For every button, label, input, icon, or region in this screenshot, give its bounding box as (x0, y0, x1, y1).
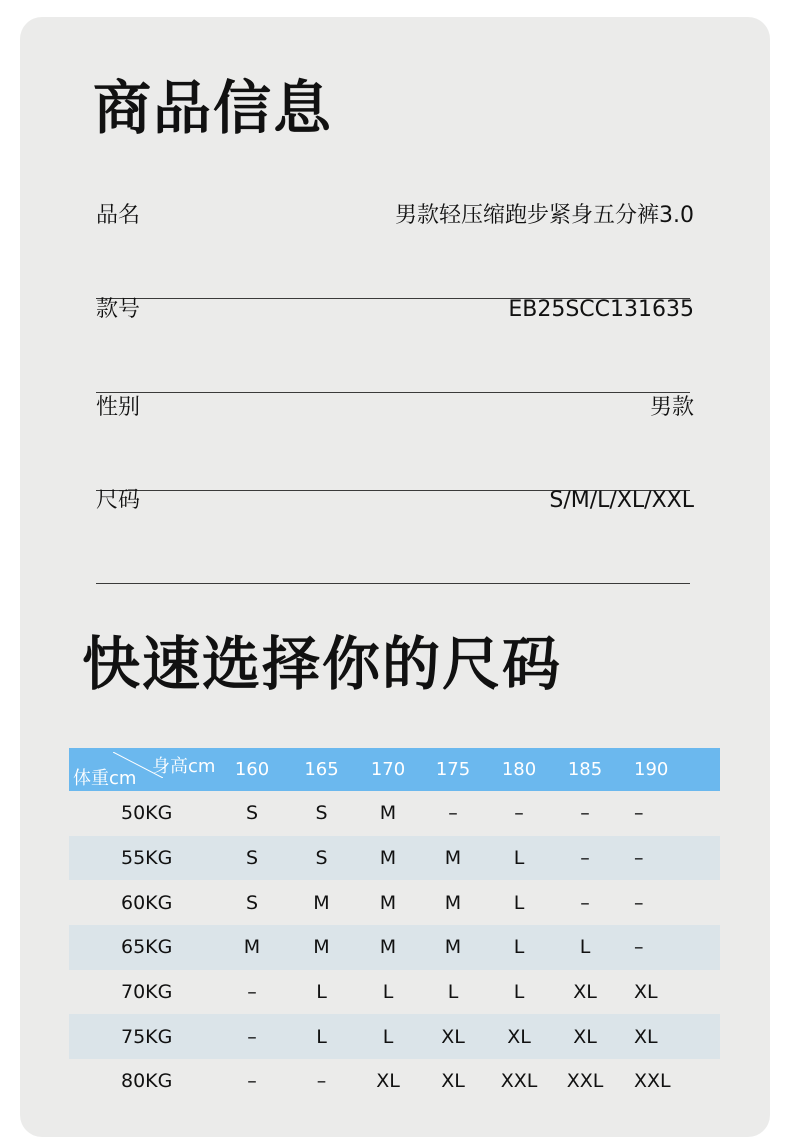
height-axis-label: 身高cm (152, 756, 216, 777)
size-cell: M (444, 891, 462, 914)
size-cell: S (315, 847, 328, 870)
size-chart-header-row (69, 748, 720, 791)
size-cell: L (447, 981, 459, 1004)
table-row (69, 925, 720, 970)
size-cell: M (313, 936, 330, 959)
size-cell: L (579, 936, 591, 959)
size-cell: – (514, 802, 524, 825)
size-cell: – (580, 802, 590, 825)
size-cell: – (448, 802, 458, 825)
size-cell: L (513, 847, 525, 870)
size-cell: XXL (634, 1070, 671, 1093)
product-info-title: 商品信息 (93, 74, 334, 142)
info-label: 性别 (96, 395, 141, 420)
size-cell: S (245, 891, 259, 914)
height-header: 165 (304, 759, 339, 780)
weight-axis-label: 体重cm (73, 768, 137, 789)
size-cell: L (316, 981, 327, 1004)
height-header: 175 (435, 759, 471, 780)
size-cell: S (315, 802, 328, 825)
size-cell: – (580, 891, 590, 914)
info-label: 款号 (96, 297, 141, 322)
table-row (69, 1014, 720, 1059)
size-cell: – (247, 1070, 257, 1093)
info-row-size (96, 488, 694, 584)
size-cell: – (316, 1070, 327, 1093)
size-cell: L (316, 1025, 327, 1048)
height-header: 160 (234, 759, 270, 780)
weight-cell: 55KG (121, 847, 173, 870)
size-cell: M (379, 802, 397, 825)
weight-cell: 50KG (121, 802, 173, 825)
size-chart-body (69, 791, 720, 1104)
size-cell: XL (634, 981, 658, 1004)
size-cell: M (379, 936, 397, 959)
info-value: 男款 (649, 395, 694, 420)
size-cell: L (513, 891, 525, 914)
table-row (69, 970, 720, 1015)
info-label: 尺码 (96, 488, 141, 513)
size-cell: – (247, 981, 257, 1004)
height-header: 180 (501, 759, 537, 780)
info-value: EB25SCC131635 (508, 297, 694, 322)
size-chart-corner-cell (69, 748, 219, 791)
info-row-gender (96, 395, 694, 491)
table-row (69, 791, 720, 836)
size-cell: L (382, 981, 394, 1004)
weight-cell: 60KG (121, 891, 173, 914)
size-cell: M (444, 936, 462, 959)
info-row-style-number (96, 297, 694, 393)
size-cell: L (513, 981, 525, 1004)
size-cell: XL (573, 981, 597, 1004)
table-row (69, 880, 720, 925)
size-cell: – (580, 847, 590, 870)
size-cell: – (634, 891, 644, 914)
size-cell: M (379, 847, 397, 870)
size-cell: XXL (500, 1070, 538, 1093)
weight-cell: 70KG (121, 981, 173, 1004)
size-cell: M (243, 936, 261, 959)
table-row (69, 1059, 720, 1104)
size-cell: – (634, 847, 644, 870)
info-value: 男款轻压缩跑步紧身五分裤3.0 (395, 203, 694, 228)
height-header: 185 (567, 759, 603, 780)
size-cell: – (247, 1025, 257, 1048)
size-cell: M (313, 891, 330, 914)
weight-cell: 65KG (121, 936, 173, 959)
size-cell: XXL (566, 1070, 604, 1093)
weight-cell: 80KG (121, 1070, 173, 1093)
info-row-name (96, 203, 694, 299)
size-cell: L (513, 936, 525, 959)
height-header: 170 (370, 759, 406, 780)
size-cell: XL (507, 1025, 531, 1048)
weight-cell: 75KG (121, 1025, 173, 1048)
size-cell: S (245, 847, 259, 870)
size-cell: – (634, 802, 644, 825)
height-header: 190 (634, 759, 669, 780)
size-cell: XL (441, 1025, 465, 1048)
size-cell: M (444, 847, 462, 870)
size-cell: XL (573, 1025, 597, 1048)
size-guide-title: 快速选择你的尺码 (82, 630, 563, 698)
size-cell: XL (634, 1025, 658, 1048)
info-label: 品名 (96, 203, 141, 228)
size-cell: M (379, 891, 397, 914)
product-card (20, 17, 770, 1137)
size-cell: – (634, 936, 644, 959)
size-cell: S (245, 802, 259, 825)
size-chart-table (69, 748, 720, 1104)
size-cell: XL (441, 1070, 465, 1093)
size-cell: L (382, 1025, 394, 1048)
table-row (69, 836, 720, 881)
size-cell: XL (376, 1070, 400, 1093)
info-value: S/M/L/XL/XXL (549, 488, 694, 513)
